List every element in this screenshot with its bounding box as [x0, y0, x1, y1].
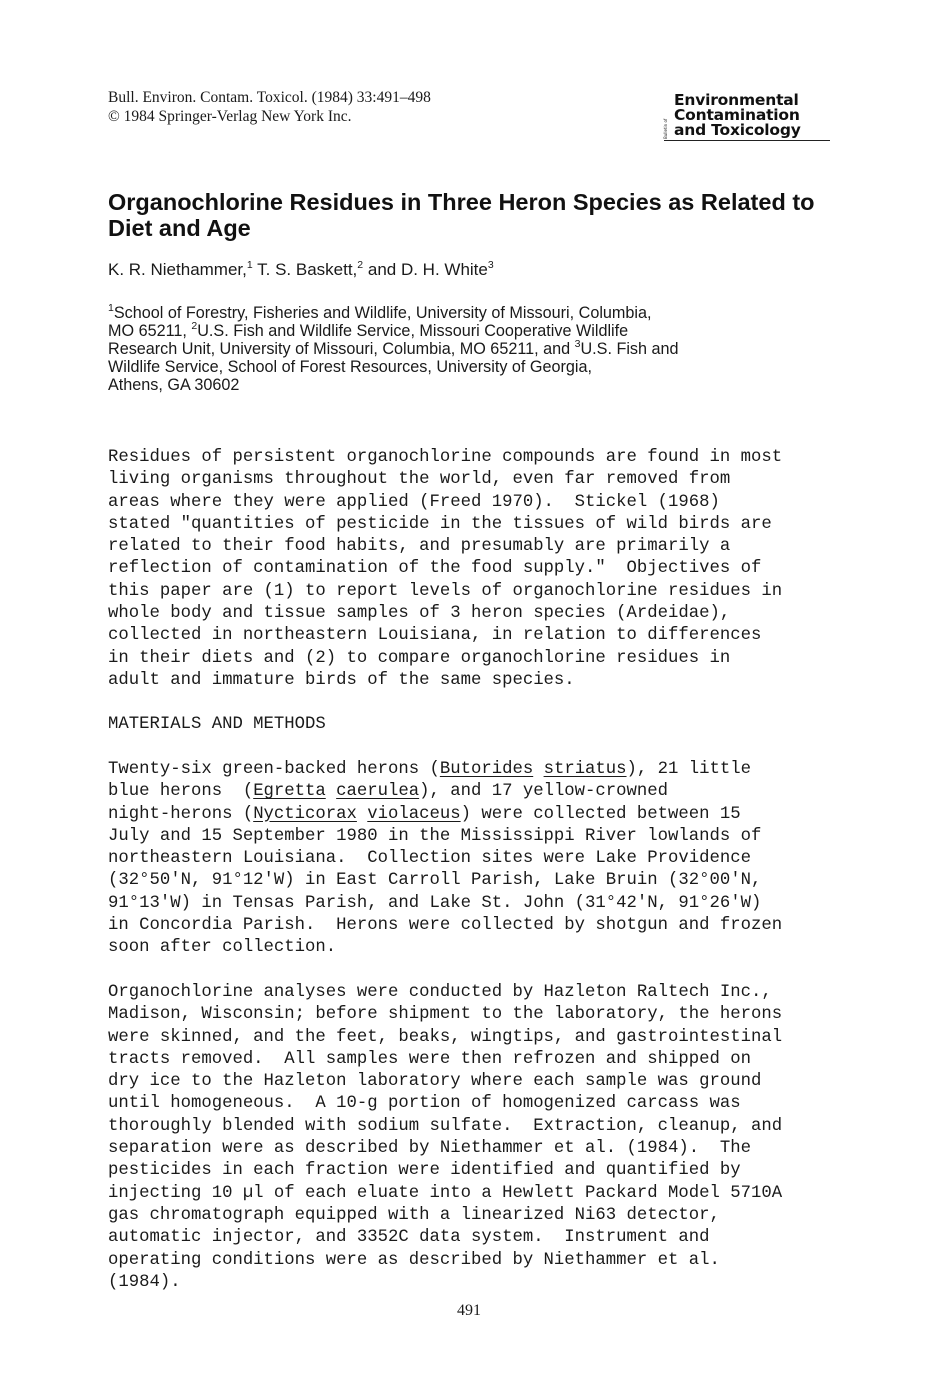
text-line: in Concordia Parish. Herons were collected by shotgun and frozen	[108, 916, 783, 936]
text-line: related to their food habits, and presumably are primarily a	[108, 537, 731, 557]
text-line: areas where they were applied (Freed 1970). Stickel (1968)	[108, 492, 720, 512]
text-line: night-herons (Nycticorax violaceus) were collected between 15	[108, 804, 741, 824]
text-line: (1984).	[108, 1272, 181, 1292]
journal-logo-line: Contamination	[674, 106, 800, 124]
journal-logo	[664, 93, 830, 141]
journal-logo-side-text: Bulletin of	[663, 118, 668, 139]
text-line: whole body and tissue samples of 3 heron species (Ardeidae),	[108, 604, 731, 624]
affiliation-line: Athens, GA 30602	[108, 376, 240, 394]
text-line: operating conditions were as described by Niethammer et al.	[108, 1250, 720, 1270]
text-line: adult and immature birds of the same species.	[108, 670, 575, 690]
affiliation-line: Research Unit, University of Missouri, Columbia, MO 65211, and $^3$U.S. Fish and	[108, 338, 679, 358]
text-line: dry ice to the Hazleton laboratory where each sample was ground	[108, 1072, 762, 1092]
section-heading	[108, 714, 326, 736]
text-line: automatic injector, and 3352C data system. Instrument and	[108, 1228, 710, 1248]
text-line: Residues of persistent organochlorine compounds are found in most	[108, 448, 783, 467]
intro-paragraph	[108, 447, 782, 692]
copyright-line: © 1984 Springer-Verlag New York Inc.	[108, 108, 352, 125]
text-line: Organochlorine analyses were conducted by Hazleton Raltech Inc.,	[108, 983, 772, 1002]
author-name: T. S. Baskett,	[252, 260, 358, 279]
page-number: 491	[457, 1302, 481, 1319]
affiliation-line: MO 65211, $^2$U.S. Fish and Wildlife Service, Missouri Cooperative Wildlife	[108, 320, 629, 340]
text-line: reflection of contamination of the food supply." Objectives of	[108, 559, 762, 579]
affiliations	[108, 304, 808, 394]
author-name: and D. H. White	[363, 260, 488, 279]
text-line: blue herons (Egretta caerulea), and 17 yellow-crowned	[108, 782, 669, 802]
text-line: injecting 10 µl of each eluate into a Hewlett Packard Model 5710A	[108, 1183, 783, 1203]
text-line: in their diets and (2) to compare organochlorine residues in	[108, 648, 731, 668]
species-name: Nycticorax	[253, 804, 357, 824]
text-line: Twenty-six green-backed herons (Butorides striatus), 21 little	[108, 760, 751, 779]
author-name: K. R. Niethammer,	[108, 260, 247, 279]
journal-logo-line: Environmental	[674, 91, 799, 109]
species-name: striatus	[543, 760, 627, 779]
text-line: 91°13'W) in Tensas Parish, and Lake St. John (31°42'N, 91°26'W)	[108, 893, 762, 913]
text-line: collected in northeastern Louisiana, in relation to differences	[108, 626, 762, 646]
affiliation-mark: 3	[487, 259, 494, 271]
affiliation-mark: 2	[191, 320, 198, 332]
journal-citation	[108, 88, 431, 126]
text-line: until homogeneous. A 10-g portion of homogenized carcass was	[108, 1094, 741, 1114]
text-line: Madison, Wisconsin; before shipment to the laboratory, the herons	[108, 1005, 783, 1025]
text-line: separation were as described by Niethammer et al. (1984). The	[108, 1139, 751, 1159]
text-line: stated "quantities of pesticide in the tissues of wild birds are	[108, 514, 772, 534]
text-line: tracts removed. All samples were then refrozen and shipped on	[108, 1049, 751, 1069]
text-line: soon after collection.	[108, 938, 337, 958]
species-name: Egretta	[253, 782, 326, 802]
text-line: (32°50'N, 91°12'W) in East Carroll Parish, Lake Bruin (32°00'N,	[108, 871, 762, 891]
heading-text: MATERIALS AND METHODS	[108, 715, 326, 734]
text-line: gas chromatograph equipped with a linearized Ni63 detector,	[108, 1205, 720, 1225]
journal-logo-line: and Toxicology	[674, 121, 801, 139]
text-line: July and 15 September 1980 in the Mississippi River lowlands of	[108, 826, 762, 846]
author-list	[108, 260, 494, 280]
species-name: Butorides	[439, 760, 534, 779]
text-line: this paper are (1) to report levels of organochlorine residues in	[108, 581, 783, 601]
affiliation-mark: 1	[108, 302, 114, 314]
species-name: violaceus	[367, 804, 461, 824]
affiliation-line: Wildlife Service, School of Forest Resources, University of Georgia,	[108, 358, 593, 376]
article-title: Organochlorine Residues in Three Heron Species as Related to Diet and Age	[108, 189, 815, 241]
citation-line: Bull. Environ. Contam. Toxicol. (1984) 33:491–498	[108, 89, 431, 106]
affiliation-mark: 1	[246, 259, 253, 271]
text-line: northeastern Louisiana. Collection sites were Lake Providence	[108, 849, 751, 869]
methods-paragraph-1	[108, 759, 782, 960]
methods-paragraph-2	[108, 982, 782, 1294]
affiliation-line: $^1$School of Forestry, Fisheries and Wildlife, University of Missouri, Columbia,	[108, 302, 652, 322]
text-line: pesticides in each fraction were identified and quantified by	[108, 1161, 741, 1181]
text-line: living organisms throughout the world, even far removed from	[108, 470, 731, 490]
text-line: were skinned, and the feet, beaks, wingtips, and gastrointestinal	[108, 1027, 783, 1047]
species-name: caerulea	[336, 782, 420, 802]
text-line: thoroughly blended with sodium sulfate. Extraction, cleanup, and	[108, 1116, 783, 1136]
affiliation-mark: 3	[574, 338, 581, 350]
affiliation-mark: 2	[357, 259, 364, 271]
